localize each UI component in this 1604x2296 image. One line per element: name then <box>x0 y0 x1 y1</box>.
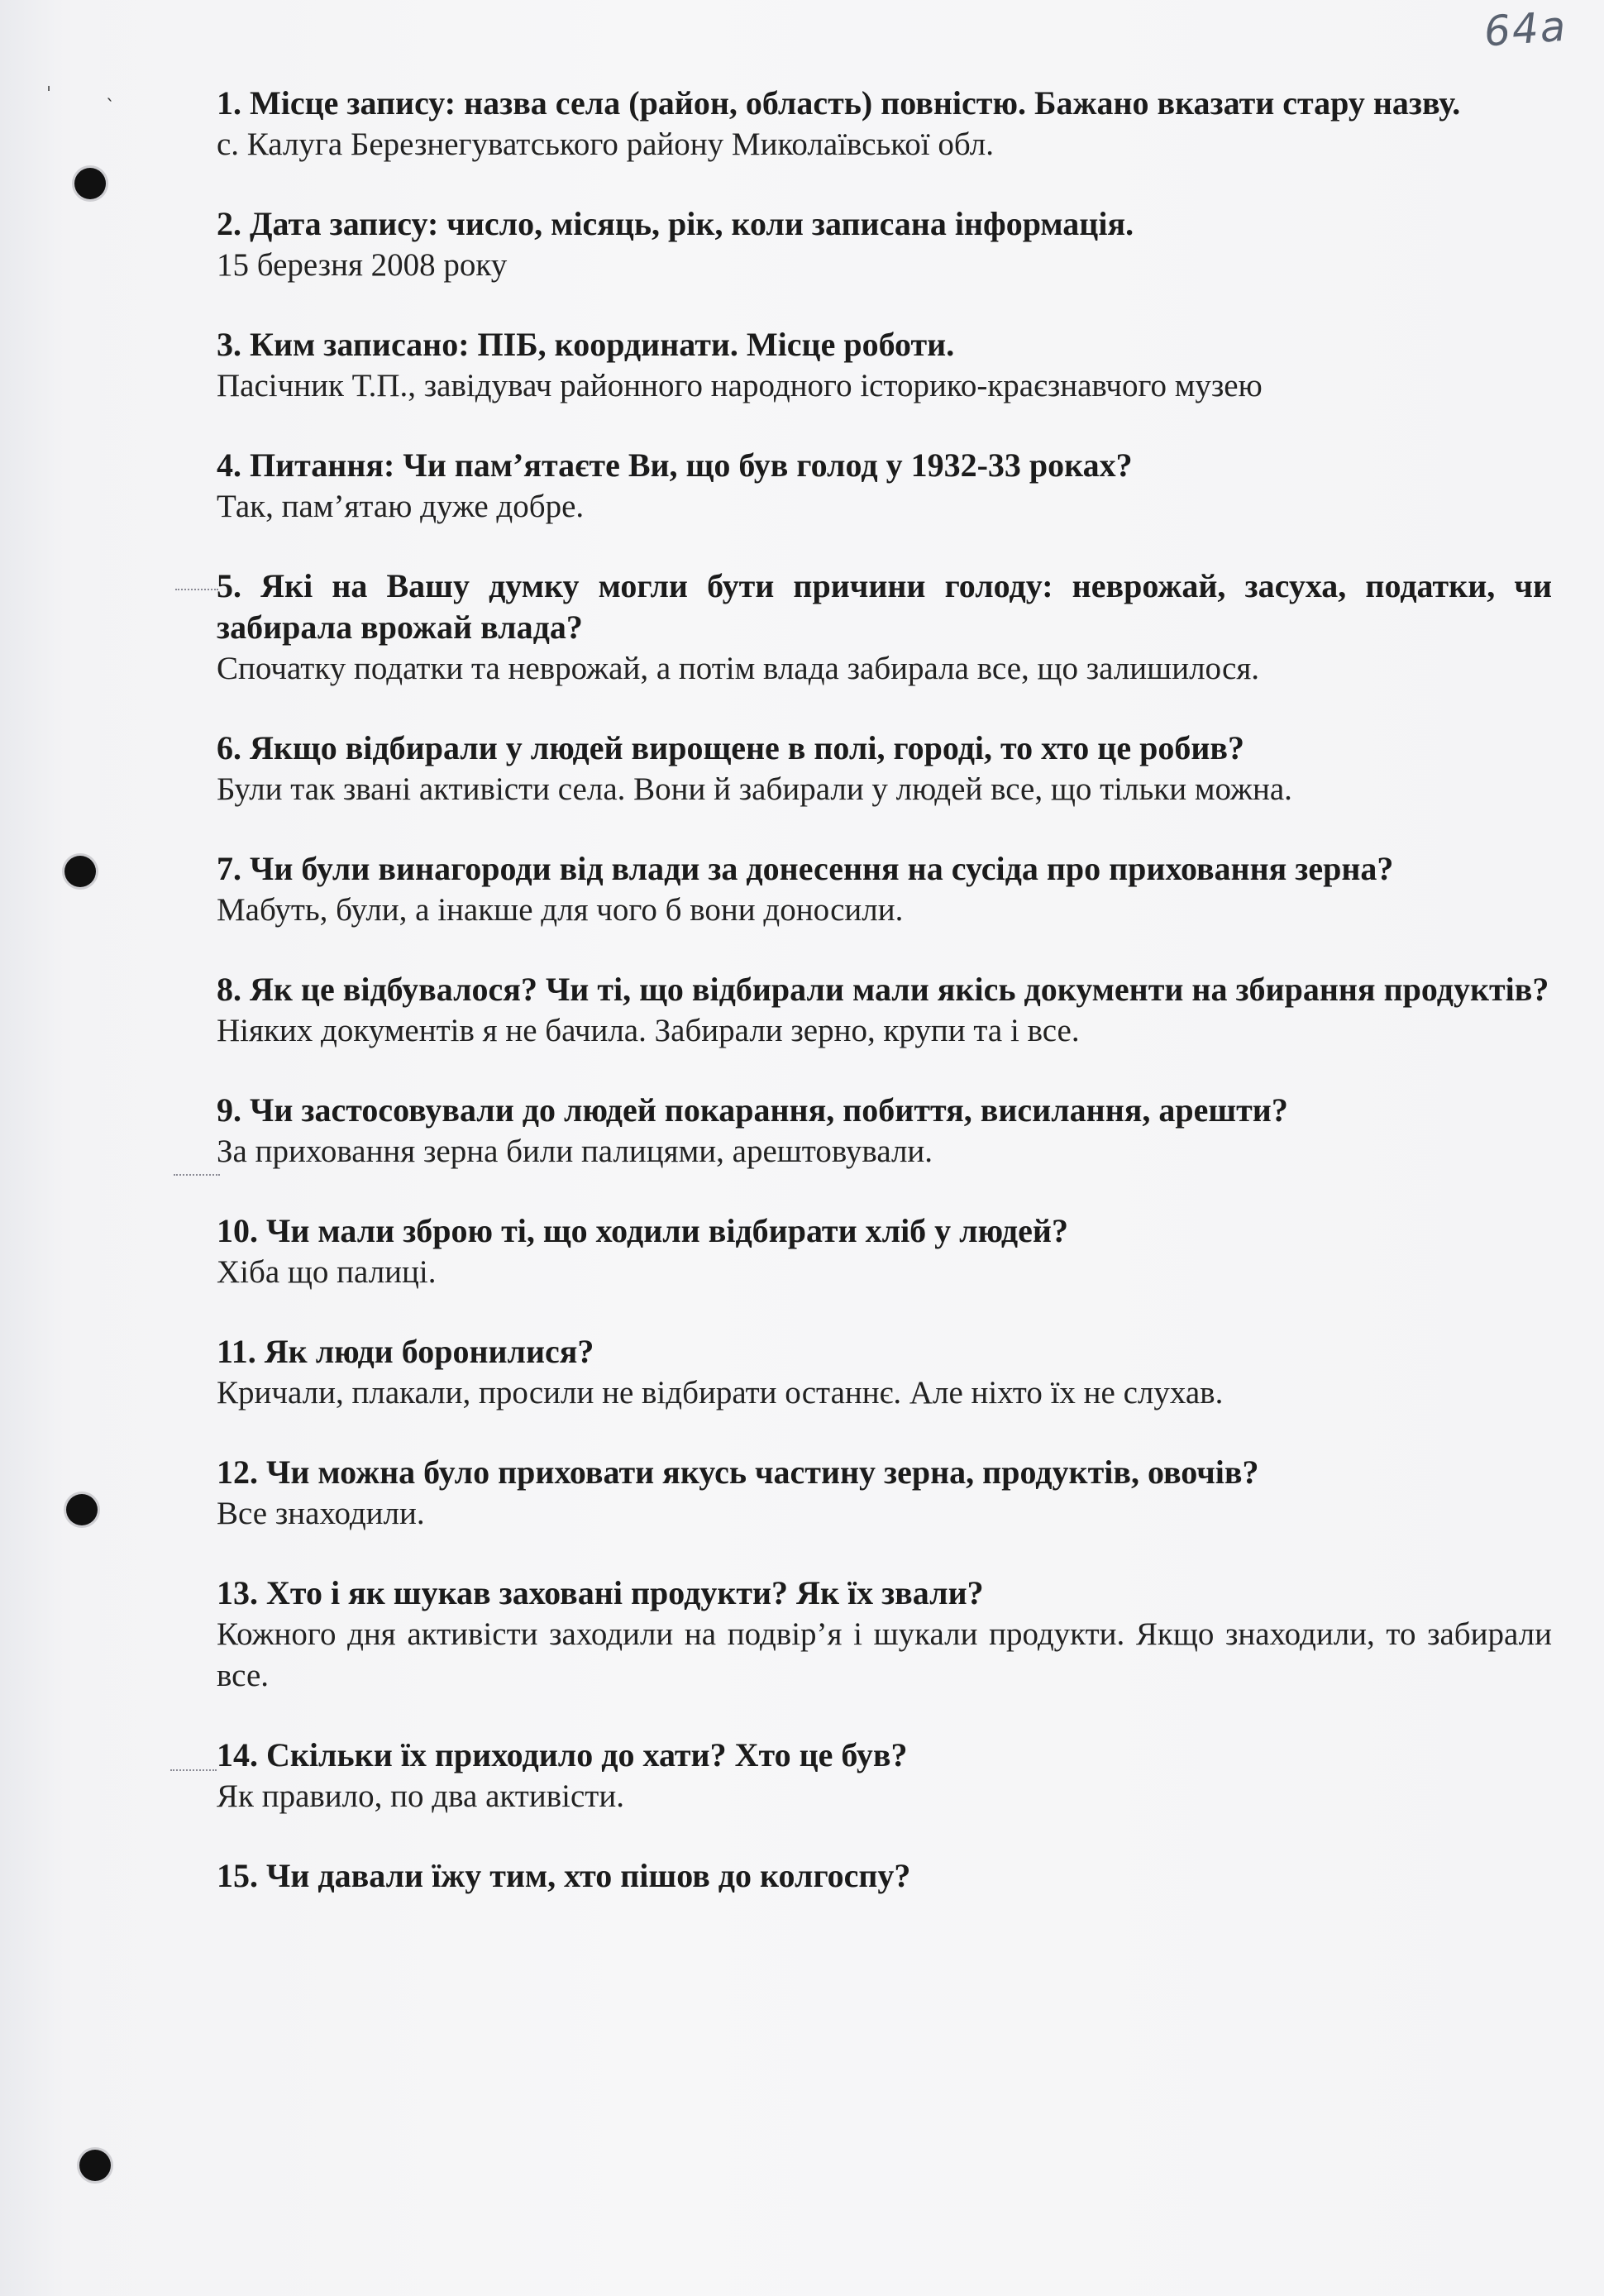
answer: Мабуть, були, а інакше для чого б вони доносили. <box>217 892 904 928</box>
question: 10. Чи мали зброю ті, що ходили відбирати хліб у людей? <box>217 1212 1068 1249</box>
question: 5. Які на Вашу думку могли бути причини голоду: неврожай, засуха, податки, чи забирала врожай влада? <box>217 567 1552 646</box>
punch-hole <box>79 2150 111 2181</box>
answer: Як правило, по два активісти. <box>217 1778 624 1814</box>
question: 9. Чи застосовували до людей покарання, побиття, висилання, арешти? <box>217 1091 1288 1129</box>
qa-item <box>217 969 1552 1052</box>
qa-item <box>217 1573 1552 1697</box>
question: 14. Скільки їх приходило до хати? Хто це був? <box>217 1736 908 1773</box>
answer: Кожного дня активісти заходили на подвір’я і шукали продукти. Якщо знаходили, то забирали все. <box>217 1616 1552 1693</box>
question: 2. Дата запису: число, місяць, рік, коли записана інформація. <box>217 205 1134 242</box>
punch-hole <box>64 856 96 887</box>
qa-item <box>217 1331 1552 1414</box>
qa-item <box>217 324 1552 407</box>
answer: 15 березня 2008 року <box>217 247 508 283</box>
margin-mark <box>174 1174 220 1176</box>
page-number: 64а <box>1482 2 1569 56</box>
question: 8. Як це відбувалося? Чи ті, що відбирали мали якісь документи на збирання продуктів? <box>217 971 1549 1008</box>
answer: Ніяких документів я не бачила. Забирали зерно, крупи та і все. <box>217 1013 1080 1048</box>
question: 12. Чи можна було приховати якусь частину зерна, продуктів, овочів? <box>217 1453 1259 1491</box>
qa-item <box>217 1452 1552 1535</box>
margin-mark <box>170 1769 217 1771</box>
qa-item <box>217 445 1552 527</box>
question: 6. Якщо відбирали у людей вирощене в полі, городі, то хто це робив? <box>217 729 1244 766</box>
question: 7. Чи були винагороди від влади за донесення на сусіда про приховання зерна? <box>217 850 1394 887</box>
answer: Кричали, плакали, просили не відбирати останнє. Але ніхто їх не слухав. <box>217 1375 1224 1411</box>
margin-mark: ˈ <box>46 84 52 105</box>
question: 13. Хто і як шукав заховані продукти? Як їх звали? <box>217 1574 984 1611</box>
question: 4. Питання: Чи пам’ятаєте Ви, що був голод у 1932-33 роках? <box>217 446 1133 484</box>
answer: Пасічник Т.П., завідувач районного народного історико-краєзнавчого музею <box>217 368 1263 403</box>
answer: Спочатку податки та неврожай, а потім влада забирала все, що залишилося. <box>217 651 1260 686</box>
qa-item <box>217 203 1552 286</box>
answer: За приховання зерна били палицями, арештовували. <box>217 1134 933 1169</box>
question: 11. Як люди боронилися? <box>217 1333 594 1370</box>
qa-item <box>217 848 1552 931</box>
qa-item <box>217 1210 1552 1293</box>
question: 15. Чи давали їжу тим, хто пішов до колгоспу? <box>217 1857 911 1894</box>
margin-mark <box>175 589 218 590</box>
answer: Все знаходили. <box>217 1496 425 1531</box>
question: 3. Ким записано: ПІБ, координати. Місце роботи. <box>217 326 955 363</box>
punch-hole <box>74 168 106 199</box>
answer: Були так звані активісти села. Вони й забирали у людей все, що тільки можна. <box>217 771 1292 807</box>
qa-item <box>217 1090 1552 1172</box>
qa-item <box>217 83 1552 165</box>
question: 1. Місце запису: назва села (район, область) повністю. Бажано вказати стару назву. <box>217 84 1461 122</box>
punch-hole <box>66 1494 98 1525</box>
qa-item <box>217 1735 1552 1817</box>
answer: Так, пам’ятаю дуже добре. <box>217 489 585 524</box>
qa-item <box>217 566 1552 690</box>
questionnaire <box>217 83 1552 1935</box>
margin-mark: ˎ <box>106 81 115 102</box>
qa-item <box>217 728 1552 810</box>
qa-item <box>217 1855 1552 1897</box>
answer: Хіба що палиці. <box>217 1254 437 1290</box>
answer: с. Калуга Березнегуватського району Миколаївської обл. <box>217 126 994 162</box>
